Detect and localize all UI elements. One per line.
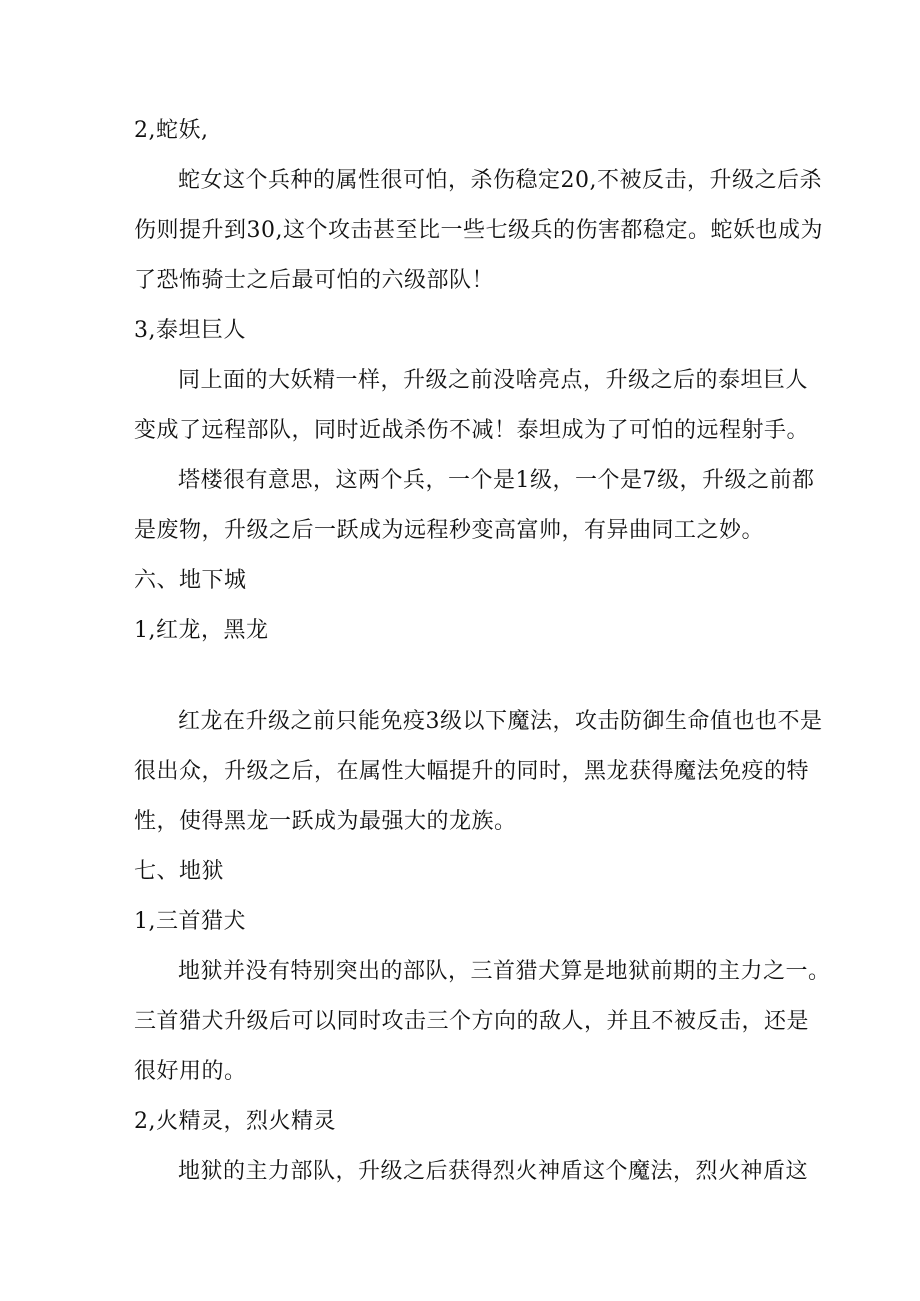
paragraph-line: 塔楼很有意思，这两个兵，一个是1级，一个是7级，升级之前都 (178, 468, 815, 493)
paragraph-line: 地狱并没有特别突出的部队，三首猎犬算是地狱前期的主力之一。 (178, 959, 831, 984)
paragraph-line: 了恐怖骑士之后最可怕的六级部队！ (134, 268, 495, 293)
paragraph-line: 同上面的大妖精一样，升级之前没啥亮点，升级之后的泰坦巨人 (178, 368, 809, 393)
paragraph-line: 很好用的。 (134, 1059, 247, 1084)
heading-titan: 3,泰坦巨人 (134, 318, 246, 343)
heading-dragons: 1,红龙，黑龙 (134, 618, 269, 643)
paragraph-line: 伤则提升到30,这个攻击甚至比一些七级兵的伤害都稳定。蛇妖也成为 (134, 218, 823, 243)
heading-efreet: 2,火精灵，烈火精灵 (134, 1109, 336, 1134)
section-heading-dungeon: 六、地下城 (134, 568, 247, 593)
paragraph-line: 是废物，升级之后一跃成为远程秒变高富帅，有异曲同工之妙。 (134, 518, 765, 543)
paragraph-line: 三首猎犬升级后可以同时攻击三个方向的敌人，并且不被反击，还是 (134, 1009, 810, 1034)
paragraph-line: 蛇女这个兵种的属性很可怕，杀伤稳定20,不被反击，升级之后杀 (178, 168, 822, 193)
paragraph-line: 很出众，升级之后，在属性大幅提升的同时，黑龙获得魔法免疫的特 (134, 759, 810, 784)
paragraph-line: 地狱的主力部队，升级之后获得烈火神盾这个魔法，烈火神盾这 (178, 1159, 809, 1184)
paragraph-line: 变成了远程部队，同时近战杀伤不减！泰坦成为了可怕的远程射手。 (134, 418, 810, 443)
paragraph-line: 性，使得黑龙一跃成为最强大的龙族。 (134, 809, 517, 834)
paragraph-line: 红龙在升级之前只能免疫3级以下魔法，攻击防御生命值也也不是 (178, 709, 823, 734)
heading-naga: 2,蛇妖, (134, 118, 209, 143)
section-heading-inferno: 七、地狱 (134, 859, 225, 884)
heading-cerberus: 1,三首猎犬 (134, 909, 246, 934)
